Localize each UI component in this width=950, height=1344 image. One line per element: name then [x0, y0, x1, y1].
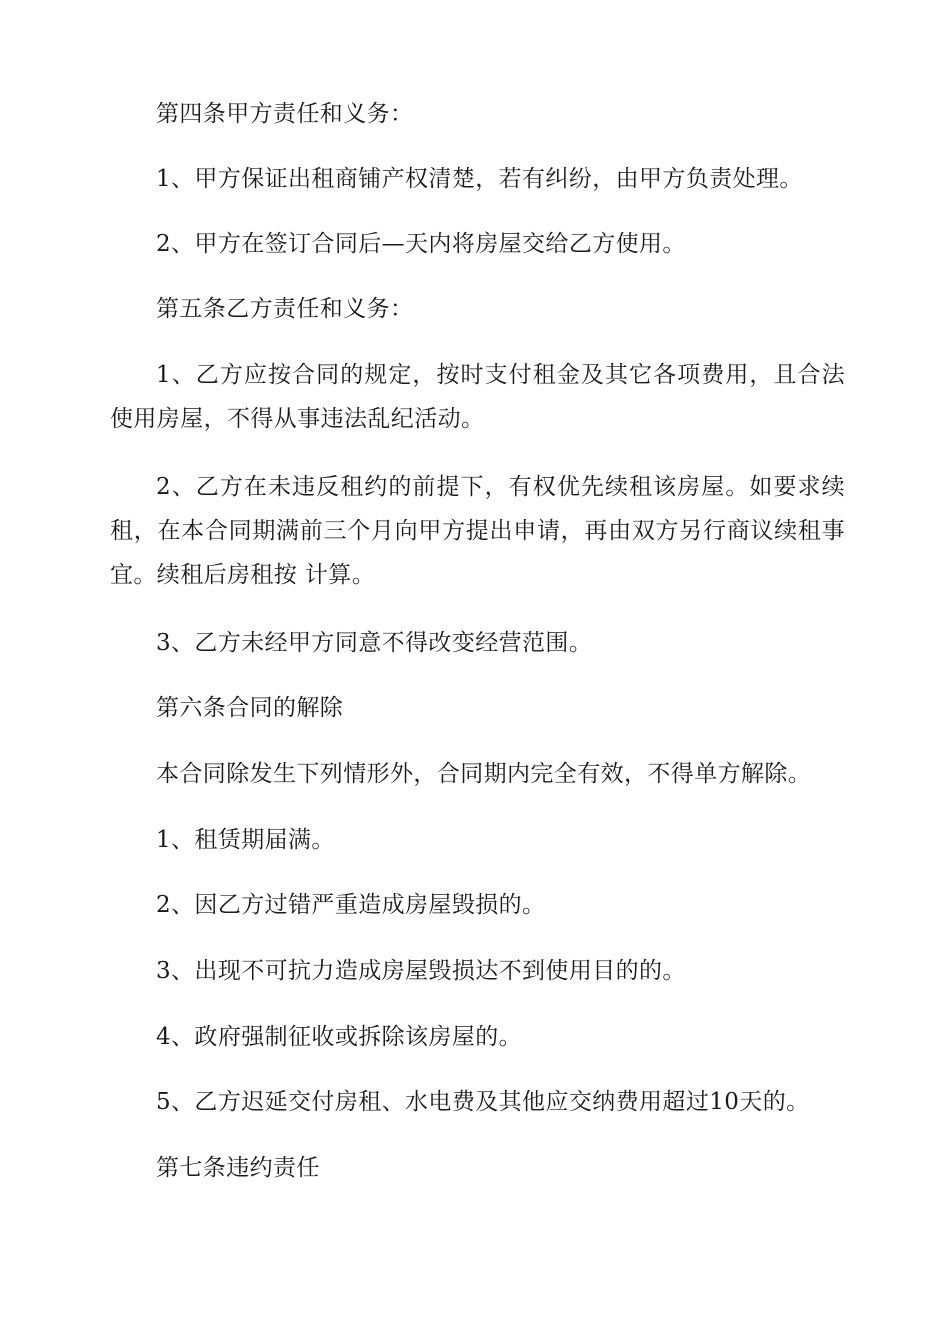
clause-4-heading: 第四条甲方责任和义务：: [156, 101, 414, 127]
clause-5-item-2: 2、乙方在未违反租约的前提下，有权优先续租该房屋。如要求续租，在本合同期满前三个月向甲方提出申请，再由双方另行商议续租事宜。续租后房租按 计算。: [110, 474, 845, 588]
clause-7-heading: 第七条违约责任: [156, 1155, 320, 1181]
clause-5-item-1: 1、乙方应按合同的规定，按时支付租金及其它各项费用，且合法使用房屋，不得从事违法乱纪活动。: [110, 362, 845, 432]
clause-4-item-1: 1、甲方保证出租商铺产权清楚，若有纠纷，由甲方负责处理。: [156, 166, 803, 192]
clause-6-item-5: 5、乙方迟延交付房租、水电费及其他应交纳费用超过10天的。: [156, 1089, 810, 1115]
clause-6-heading: 第六条合同的解除: [156, 695, 344, 721]
clause-6-item-2: 2、因乙方过错严重造成房屋毁损的。: [156, 892, 546, 918]
clause-6-item-1: 1、租赁期届满。: [156, 827, 335, 853]
clause-4-item-2: 2、甲方在签订合同后—天内将房屋交给乙方使用。: [156, 231, 686, 257]
clause-5-heading: 第五条乙方责任和义务：: [156, 296, 414, 322]
clause-6-item-4: 4、政府强制征收或拆除该房屋的。: [156, 1024, 523, 1050]
clause-5-item-3: 3、乙方未经甲方同意不得改变经营范围。: [156, 630, 593, 656]
clause-6-intro: 本合同除发生下列情形外，合同期内完全有效，不得单方解除。: [156, 761, 812, 787]
clause-6-item-3: 3、出现不可抗力造成房屋毁损达不到使用目的的。: [156, 958, 686, 984]
